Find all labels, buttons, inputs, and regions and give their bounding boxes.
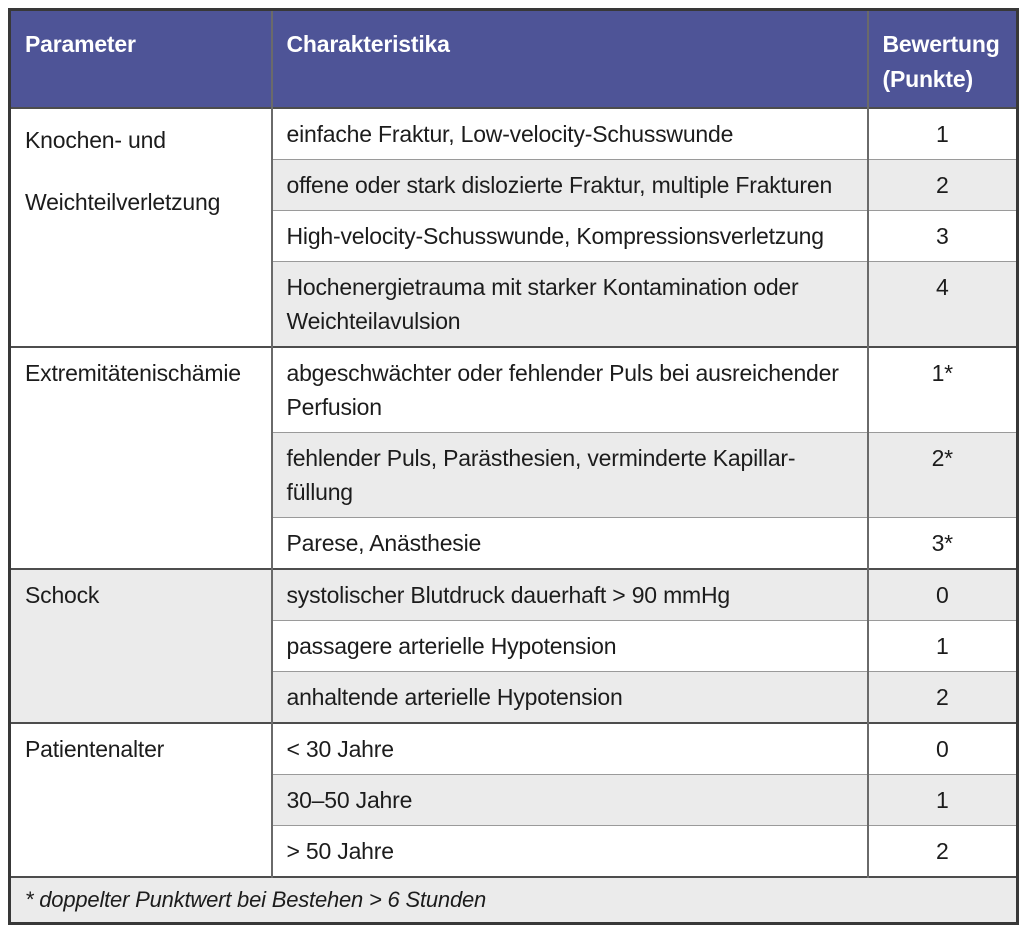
score-cell: 1 xyxy=(868,775,1018,826)
parameter-cell: Schock xyxy=(10,569,272,723)
footnote-text: * doppelter Punktwert bei Bestehen > 6 Stunden xyxy=(10,877,1018,924)
parameter-cell: Patientenalter xyxy=(10,723,272,877)
score-cell: 1 xyxy=(868,108,1018,160)
characteristic-cell: einfache Fraktur, Low-velocity-Schusswunde xyxy=(272,108,868,160)
characteristic-cell: abgeschwächter oder fehlender Puls bei ausreichender Perfusion xyxy=(272,347,868,433)
characteristic-cell: passagere arterielle Hypotension xyxy=(272,621,868,672)
characteristic-cell: < 30 Jahre xyxy=(272,723,868,775)
score-cell: 2 xyxy=(868,160,1018,211)
column-header-charakteristika: Charakteristika xyxy=(272,10,868,109)
characteristic-cell: 30–50 Jahre xyxy=(272,775,868,826)
table-row xyxy=(10,108,1018,160)
characteristic-cell: Hochenergietrauma mit starker Kontamination oder Weichteilavulsion xyxy=(272,262,868,348)
header-row xyxy=(10,10,1018,109)
score-cell: 0 xyxy=(868,569,1018,621)
score-cell: 3* xyxy=(868,518,1018,570)
characteristic-cell: Parese, Anästhesie xyxy=(272,518,868,570)
score-cell: 3 xyxy=(868,211,1018,262)
mess-score-table xyxy=(8,8,1019,925)
footnote-row xyxy=(10,877,1018,924)
parameter-cell: Extremitätenischämie xyxy=(10,347,272,569)
table-row xyxy=(10,569,1018,621)
characteristic-cell: anhaltende arterielle Hypotension xyxy=(272,672,868,724)
characteristic-cell: > 50 Jahre xyxy=(272,826,868,878)
characteristic-cell: offene oder stark dislozierte Fraktur, multiple Frakturen xyxy=(272,160,868,211)
table-row xyxy=(10,347,1018,433)
table-row xyxy=(10,723,1018,775)
column-header-bewertung: Bewertung (Punkte) xyxy=(868,10,1018,109)
parameter-cell: Knochen- und Weichteilverletzung xyxy=(10,108,272,347)
score-cell: 2 xyxy=(868,672,1018,724)
column-header-parameter: Parameter xyxy=(10,10,272,109)
score-cell: 4 xyxy=(868,262,1018,348)
score-cell: 1 xyxy=(868,621,1018,672)
score-cell: 0 xyxy=(868,723,1018,775)
characteristic-cell: systolischer Blutdruck dauerhaft > 90 mmHg xyxy=(272,569,868,621)
score-cell: 1* xyxy=(868,347,1018,433)
characteristic-cell: fehlender Puls, Parästhesien, verminderte Kapillar-füllung xyxy=(272,433,868,518)
score-cell: 2* xyxy=(868,433,1018,518)
score-cell: 2 xyxy=(868,826,1018,878)
characteristic-cell: High-velocity-Schusswunde, Kompressionsverletzung xyxy=(272,211,868,262)
